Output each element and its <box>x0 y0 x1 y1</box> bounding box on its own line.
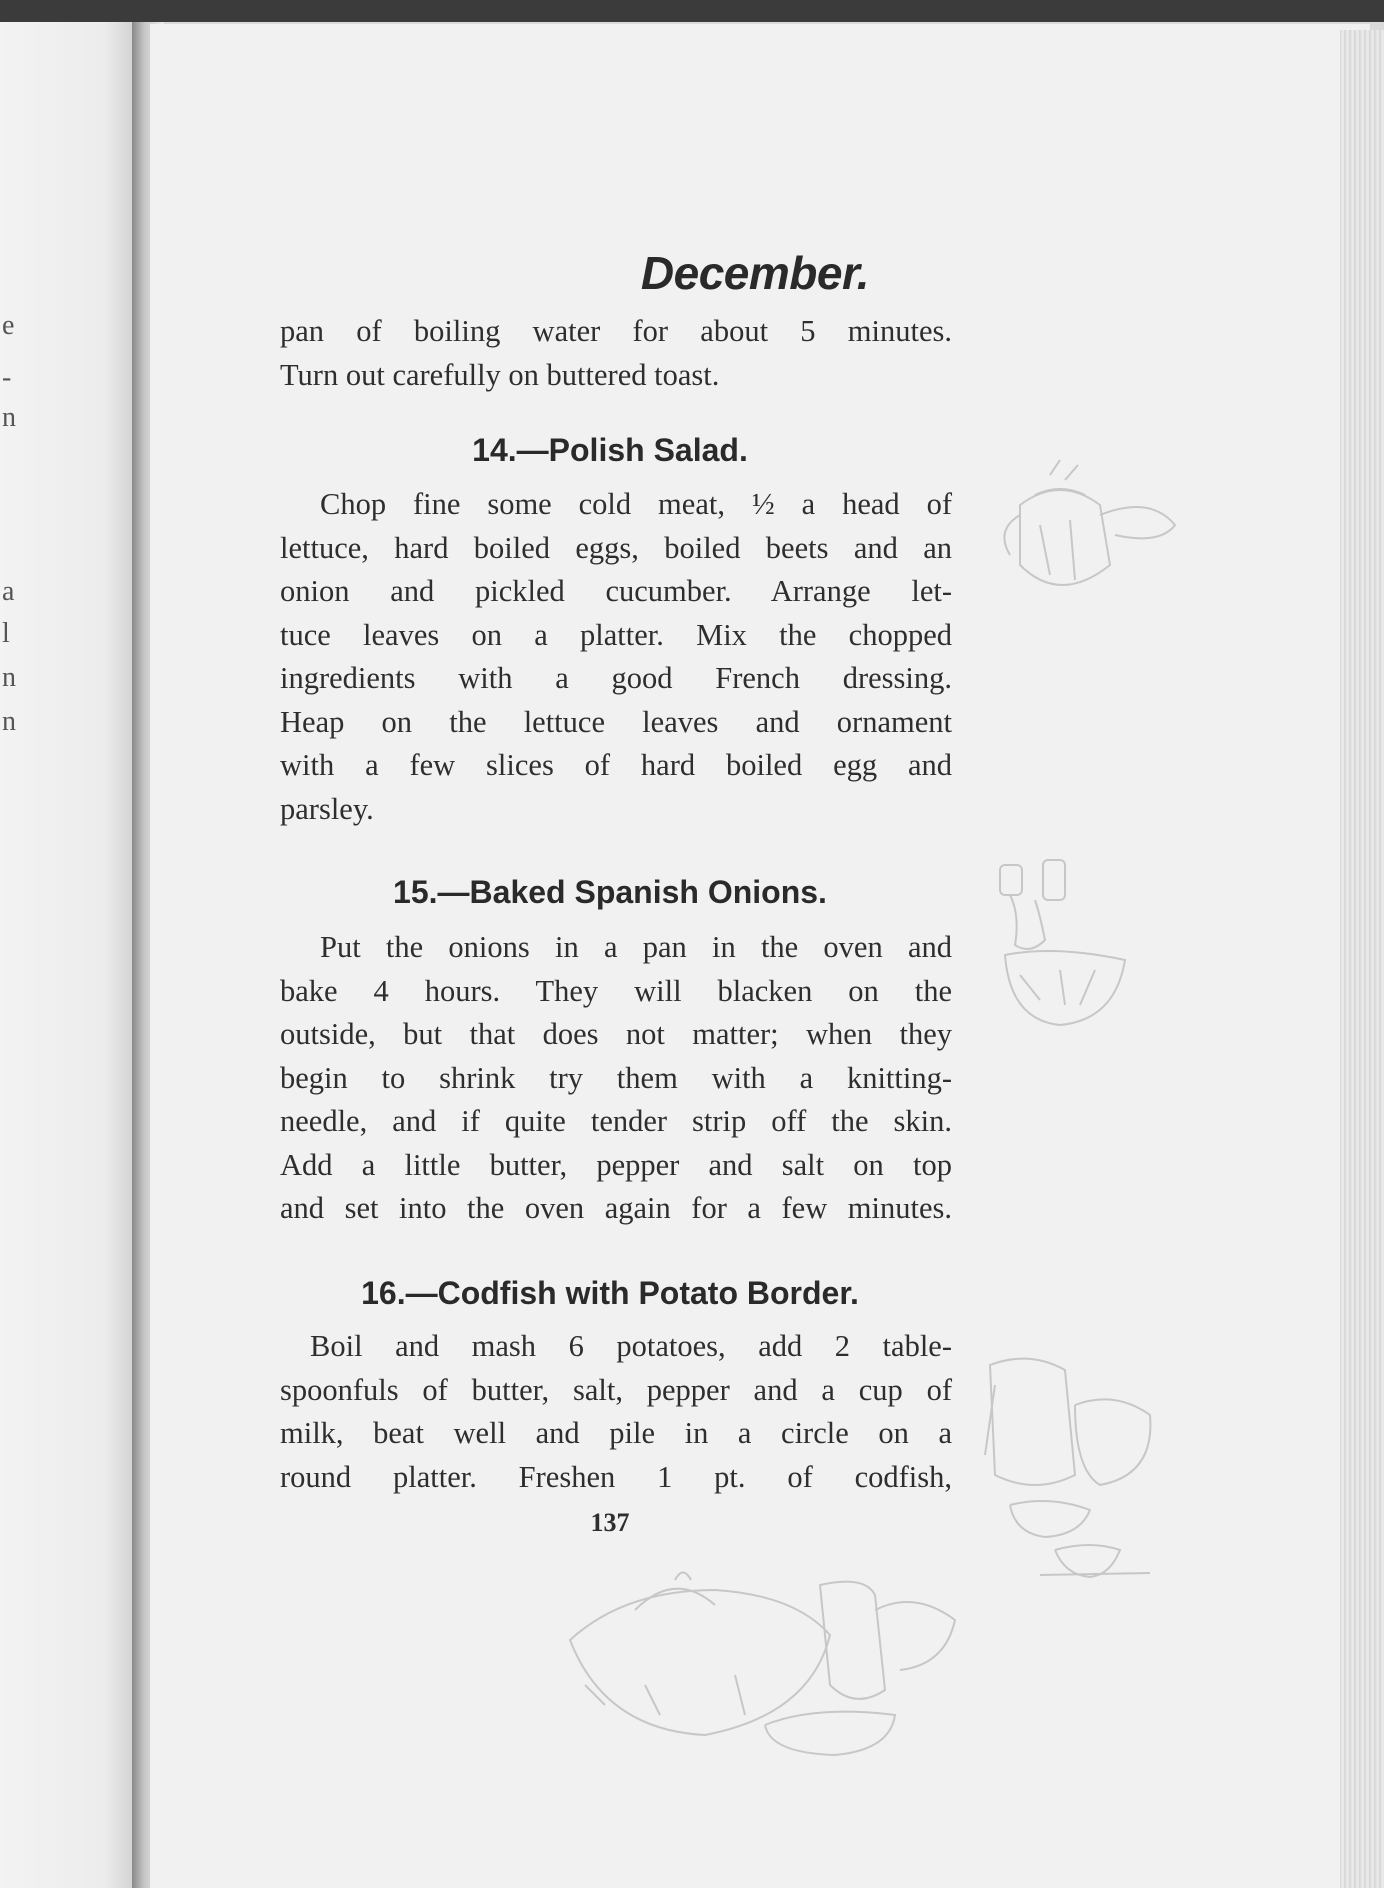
left-page-edge <box>0 22 150 1888</box>
text-line: bake 4 hours. They will blacken on the <box>280 973 952 1008</box>
continuation-text <box>280 310 952 397</box>
text-line: Boil and mash 6 potatoes, add 2 table- <box>310 1329 952 1363</box>
recipe-title: 16.—Codfish with Potato Border. <box>361 1275 859 1311</box>
text-line: milk, beat well and pile in a circle on a <box>280 1416 952 1450</box>
pitcher-cups-illustration <box>980 1345 1165 1585</box>
text-line: needle, and if quite tender strip off the skin. <box>280 1104 952 1138</box>
recipe-body <box>280 926 952 1231</box>
text-line: Chop fine some cold meat, ½ a head of <box>320 487 952 521</box>
left-page-fragment: a <box>2 576 15 607</box>
text-line: with a few slices of hard boiled egg and <box>280 748 952 782</box>
text-line: outside, but that does not matter; when they <box>280 1017 952 1051</box>
text-line: ingredients with a good French dressing. <box>280 661 952 695</box>
page-stack-edge <box>1340 30 1384 1888</box>
recipe-title: 15.—Baked Spanish Onions. <box>393 874 827 910</box>
scan-top-border <box>0 0 1384 22</box>
text-line: and set into the oven again for a few minutes. <box>280 1191 952 1225</box>
text-line: pan of boiling water for about 5 minutes. <box>280 314 952 348</box>
recipe-title: 14.—Polish Salad. <box>472 432 748 468</box>
text-line: lettuce, hard boiled eggs, boiled beets and an <box>280 530 952 565</box>
recipe-body <box>280 1325 952 1499</box>
left-page-fragment: n <box>2 662 16 693</box>
salt-shakers-bowl-illustration <box>985 855 1135 1035</box>
text-line: spoonfuls of butter, salt, pepper and a cup of <box>280 1372 952 1407</box>
teapot-illustration <box>990 455 1180 615</box>
text-line: parsley. <box>280 791 374 826</box>
left-page-fragment: l <box>2 618 10 649</box>
text-line: begin to shrink try them with a knitting- <box>280 1060 952 1095</box>
left-page-fragment: n <box>2 706 16 737</box>
text-line: Turn out carefully on buttered toast. <box>280 357 720 392</box>
serving-dishes-illustration <box>565 1565 960 1775</box>
text-line: tuce leaves on a platter. Mix the chopped <box>280 617 952 652</box>
recipe-body <box>280 483 952 831</box>
left-page-fragment: e <box>2 310 15 341</box>
text-line: Put the onions in a pan in the oven and <box>320 930 952 964</box>
page-header: December. <box>640 247 870 299</box>
text-line: round platter. Freshen 1 pt. of codfish, <box>280 1459 952 1494</box>
left-page-fragment: n <box>2 402 16 433</box>
left-page-fragment: - <box>2 362 12 393</box>
text-line: Heap on the lettuce leaves and ornament <box>280 704 952 739</box>
text-line: Add a little butter, pepper and salt on top <box>280 1147 952 1182</box>
text-line: onion and pickled cucumber. Arrange let- <box>280 574 952 608</box>
page-number: 137 <box>590 1508 630 1537</box>
